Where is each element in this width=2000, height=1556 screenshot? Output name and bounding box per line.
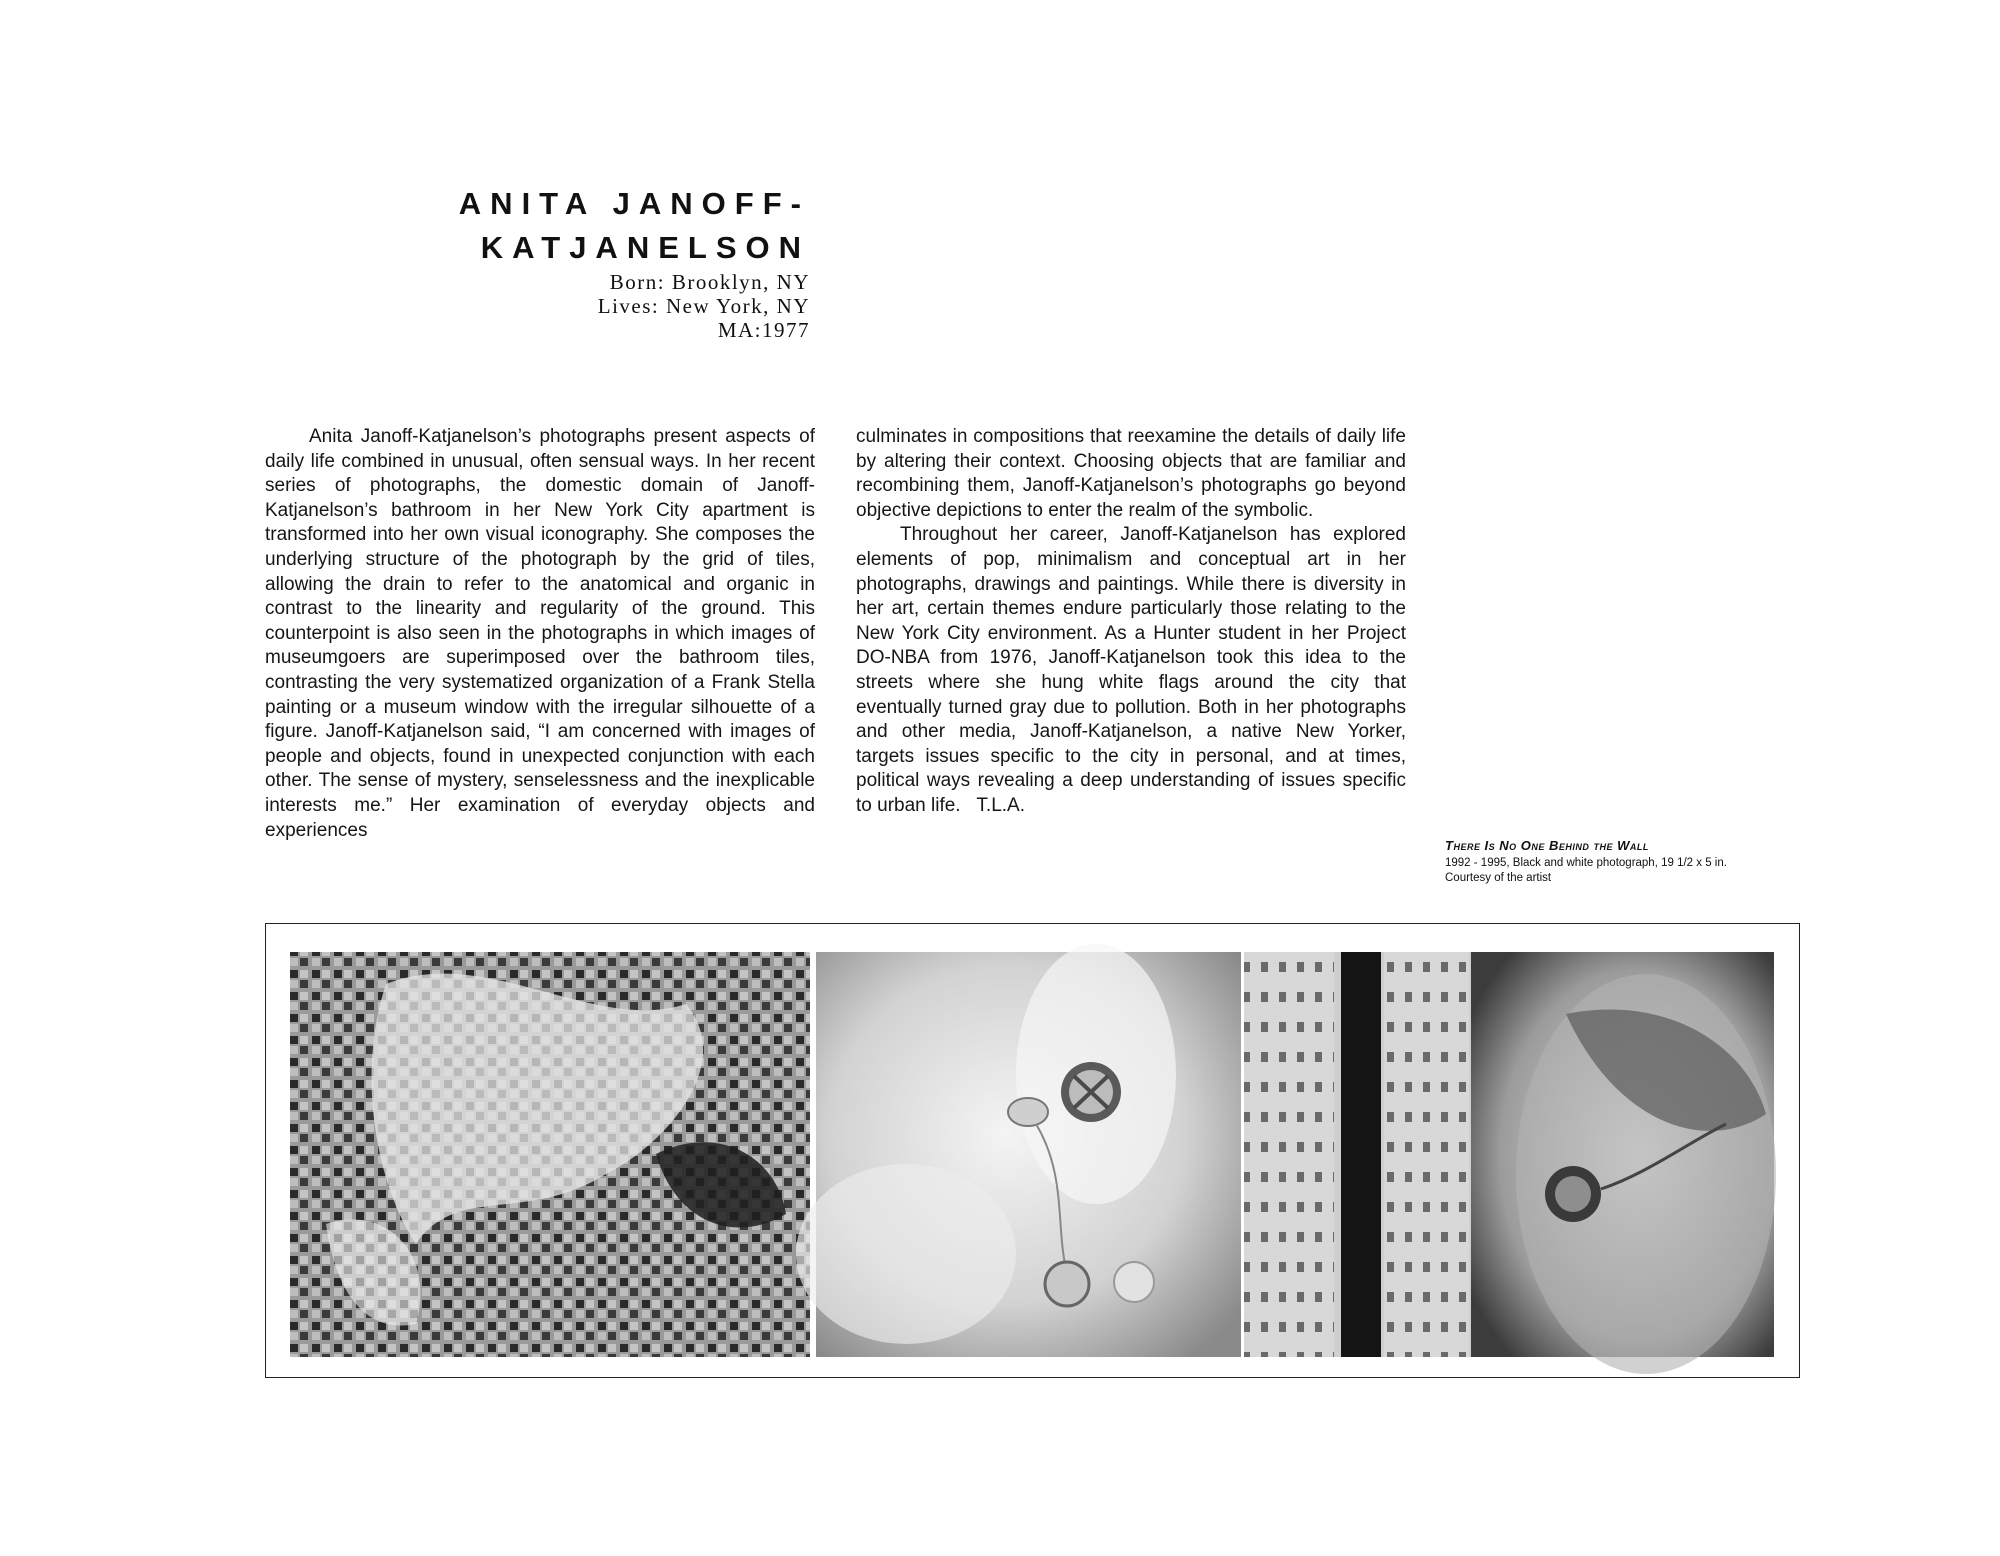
artwork-details: 1992 - 1995, Black and white photograph, 19 1/2 x 5 in. [1445, 857, 1727, 869]
photo-panel-tub [1244, 952, 1776, 1374]
artwork-photograph [266, 924, 1798, 1376]
essay-paragraph-1-continued: culminates in compositions that reexamine the details of daily life by altering their context. Choosing objects that are familiar and recombining them, Janoff-Katjanelson’s photographs go beyond objective depictions to enter the realm of the symbolic. [856, 426, 1406, 521]
artist-born: Born: Brooklyn, NY [609, 270, 810, 294]
essay-paragraph-2 [856, 523, 1406, 818]
artist-lives: Lives: New York, NY [597, 294, 810, 318]
essay-paragraph-1: Anita Janoff-Katjanelson’s photographs present aspects of daily life combined in unusual, often sensual ways. In her recent series of photographs, the domestic domain of Janoff-Katjanelson’s bathroom in her New York City apartment is transformed into her own visual iconography. She composes the underlying structure of the photograph by the grid of tiles, allowing the drain to refer to the anatomical and organic in contrast to the linearity and regularity of the ground. This counterpoint is also seen in the photographs in which images of museumgoers are superimposed over the bathroom tiles, contrasting the very systematized organization of a Frank Stella painting or a museum window with the irregular silhouette of a figure. Janoff-Katjanelson said, “I am concerned with images of people and objects, found in unexpected conjunction with each other. The sense of mystery, senselessness and the inexplicable interests me.” Her examination of everyday objects and experiences [265, 426, 815, 841]
essay-column-left [265, 425, 815, 843]
artist-header [320, 182, 810, 342]
essay-column-right [856, 425, 1406, 819]
artist-name-line1: ANITA JANOFF- [458, 186, 810, 221]
photo-panel-sink [796, 944, 1241, 1357]
essay-signature: T.L.A. [976, 794, 1025, 816]
artist-degree: MA:1977 [717, 318, 810, 342]
artwork-photograph-frame [265, 923, 1800, 1378]
artist-name-line2: KATJANELSON [480, 230, 810, 265]
essay-paragraph-2-text: Throughout her career, Janoff-Katjanelson has explored elements of pop, minimalism and conceptual art in her photographs, drawings and paintings. While there is diversity in her art, certain themes endure particularly those relating to the New York City environment. As a Hunter student in her Project DO-NBA from 1976, Janoff-Katjanelson took this idea to the streets where she hung white flags around the city that eventually turned gray due to pollution. Both in her photographs and other media, Janoff-Katjanelson, a native New Yorker, targets issues specific to the city in personal, and at times, political ways revealing a deep understanding of issues specific to urban life. [856, 524, 1406, 816]
artwork-caption [1445, 836, 1825, 886]
photo-panel-tiles [290, 952, 810, 1357]
artwork-credit: Courtesy of the artist [1445, 872, 1552, 884]
artwork-title: There Is No One Behind the Wall [1445, 838, 1649, 853]
